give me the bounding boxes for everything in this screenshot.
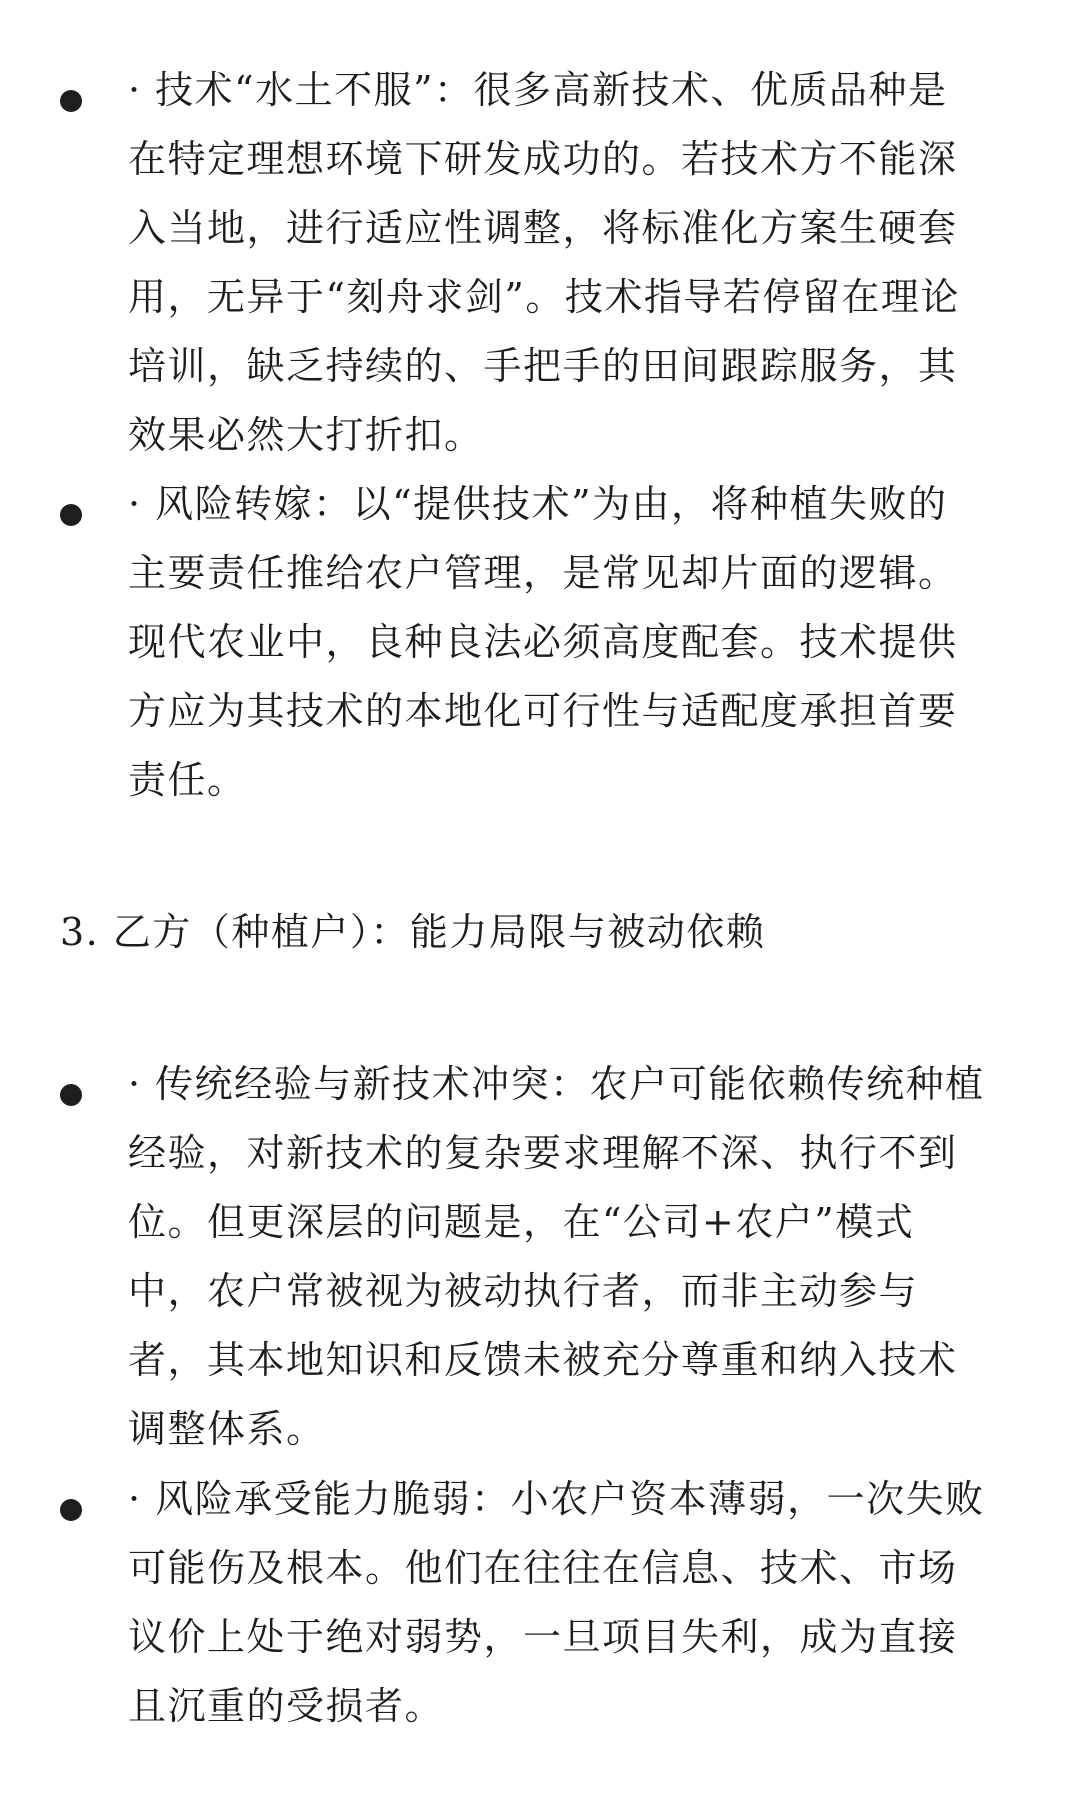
bullet-dot-icon [60,504,82,526]
list-item-text [128,1465,1018,1741]
text-line: 议价上处于绝对弱势，一旦项目失利，成为直接 [128,1615,958,1659]
text-line: 方应为其技术的本地化可行性与适配度承担首要 [128,689,958,733]
bullet-dot-icon [60,90,82,112]
text-line: 在特定理想环境下研发成功的。若技术方不能深 [128,137,958,181]
text-line: 经验，对新技术的复杂要求理解不深、执行不到 [128,1131,958,1175]
section-heading: 3. 乙方（种植户）：能力局限与被动依赖 [60,910,766,954]
list-item-text [128,470,1018,815]
text-line: · 风险承受能力脆弱：小农户资本薄弱，一次失败 [128,1477,985,1521]
text-line: 现代农业中，良种良法必须高度配套。技术提供 [128,620,958,664]
text-line: 者，其本地知识和反馈未被充分尊重和纳入技术 [128,1338,958,1382]
bullet-dot-icon [60,1499,82,1521]
bullet-dot-icon [60,1084,82,1106]
list-item-text [128,56,1018,470]
text-line: · 技术“水土不服”：很多高新技术、优质品种是 [128,68,948,112]
text-line: 中，农户常被视为被动执行者，而非主动参与 [128,1269,919,1313]
text-line: 用，无异于“刻舟求剑”。技术指导若停留在理论 [128,275,960,319]
text-line: 效果必然大打折扣。 [128,413,484,457]
text-line: 位。但更深层的问题是，在“公司+农户”模式 [128,1200,915,1244]
text-line: 且沉重的受损者。 [128,1684,445,1728]
text-line: · 风险转嫁：以“提供技术”为由，将种植失败的 [128,482,948,526]
text-line: · 传统经验与新技术冲突：农户可能依赖传统种植 [128,1062,985,1106]
text-line: 责任。 [128,758,247,802]
text-line: 入当地，进行适应性调整，将标准化方案生硬套 [128,206,958,250]
list-item-text [128,1050,1018,1464]
text-line: 主要责任推给农户管理，是常见却片面的逻辑。 [128,551,958,595]
text-line: 调整体系。 [128,1407,326,1451]
text-line: 培训，缺乏持续的、手把手的田间跟踪服务，其 [128,344,958,388]
text-line: 可能伤及根本。他们在往往在信息、技术、市场 [128,1546,958,1590]
